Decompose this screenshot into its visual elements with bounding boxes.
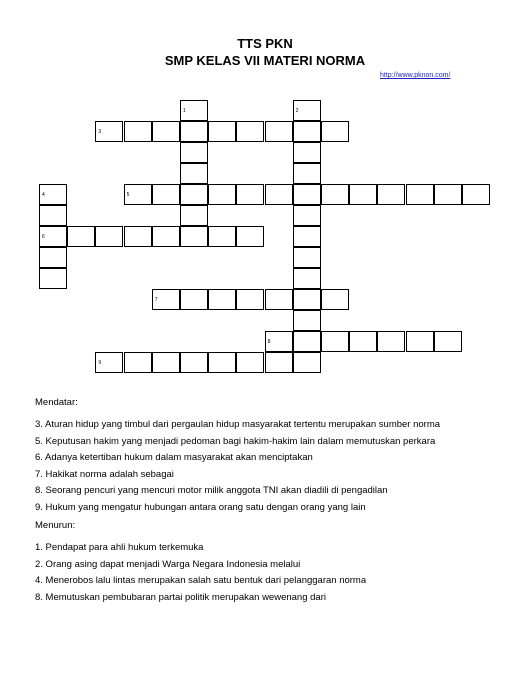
crossword-cell[interactable] (321, 289, 349, 310)
clue-number: 8 (267, 339, 271, 345)
crossword-cell[interactable] (152, 352, 180, 373)
crossword-cell[interactable] (236, 352, 264, 373)
crossword-cell[interactable] (349, 331, 377, 352)
crossword-cell[interactable] (236, 289, 264, 310)
crossword-cell[interactable] (180, 205, 208, 226)
clue-number: 6 (42, 234, 45, 240)
crossword-cell[interactable] (208, 184, 236, 205)
crossword-cell[interactable] (208, 352, 236, 373)
crossword-cell[interactable] (349, 184, 377, 205)
crossword-cell[interactable] (180, 289, 208, 310)
across-clue: 5. Keputusan hakim yang menjadi pedoman bagi hakim-hakim lain dalam memutuskan perkara (35, 435, 436, 447)
crossword-cell[interactable] (321, 331, 349, 352)
crossword-cell[interactable] (265, 331, 293, 352)
crossword-cell[interactable] (180, 100, 208, 121)
crossword-cell[interactable] (293, 289, 321, 310)
crossword-cell[interactable] (180, 184, 208, 205)
clue-number: 5 (126, 192, 130, 198)
across-clue: 9. Hukum yang mengatur hubungan antara orang satu dengan orang yang lain (35, 501, 366, 513)
crossword-cell[interactable] (236, 121, 264, 142)
crossword-cell[interactable] (293, 163, 321, 184)
crossword-cell[interactable] (236, 184, 264, 205)
crossword-cell[interactable] (95, 352, 123, 373)
page-title: TTS PKN (237, 36, 293, 51)
crossword-cell[interactable] (265, 121, 293, 142)
crossword-cell[interactable] (39, 226, 67, 247)
clue-number: 7 (154, 297, 158, 303)
crossword-cell[interactable] (265, 352, 293, 373)
crossword-cell[interactable] (462, 184, 490, 205)
crossword-cell[interactable] (293, 100, 321, 121)
crossword-cell[interactable] (406, 331, 434, 352)
down-clue: 4. Menerobos lalu lintas merupakan salah satu bentuk dari pelanggaran norma (35, 575, 367, 586)
crossword-cell[interactable] (180, 226, 208, 247)
crossword-cell[interactable] (180, 142, 208, 163)
crossword-cell[interactable] (293, 142, 321, 163)
crossword-cell[interactable] (293, 352, 321, 373)
crossword-cell[interactable] (67, 226, 95, 247)
across-clues (35, 397, 440, 516)
crossword-cell[interactable] (39, 205, 67, 226)
crossword-cell[interactable] (377, 184, 405, 205)
crossword-cell[interactable] (95, 121, 123, 142)
crossword-cell[interactable] (293, 247, 321, 268)
crossword-cell[interactable] (236, 226, 264, 247)
across-clue: 6. Adanya ketertiban hukum dalam masyarakat akan menciptakan (35, 452, 313, 463)
crossword-cell[interactable] (293, 331, 321, 352)
crossword-cell[interactable] (293, 268, 321, 289)
page-subtitle: SMP KELAS VII MATERI NORMA (164, 53, 366, 68)
down-clue: 2. Orang asing dapat menjadi Warga Negara Indonesia melalui (35, 558, 301, 570)
crossword-cell[interactable] (124, 352, 152, 373)
crossword-cell[interactable] (293, 121, 321, 142)
crossword-cell[interactable] (124, 184, 152, 205)
crossword-cell[interactable] (265, 289, 293, 310)
crossword-cell[interactable] (208, 289, 236, 310)
crossword-cell[interactable] (434, 184, 462, 205)
clue-number: 3 (98, 129, 102, 135)
crossword-cell[interactable] (321, 184, 349, 205)
crossword-cell[interactable] (293, 205, 321, 226)
crossword-cell[interactable] (321, 121, 349, 142)
crossword-cell[interactable] (152, 226, 180, 247)
clue-number: 1 (183, 108, 186, 114)
crossword-cell[interactable] (180, 121, 208, 142)
clue-number: 4 (42, 192, 45, 198)
crossword-cell[interactable] (39, 268, 67, 289)
down-clue: 8. Memutuskan pembubaran partai politik merupakan wewenang dari (35, 591, 326, 603)
crossword-cell[interactable] (39, 247, 67, 268)
crossword-cell[interactable] (293, 184, 321, 205)
source-link[interactable]: http://www.pknon.com/ (380, 72, 451, 79)
crossword-cell[interactable] (124, 121, 152, 142)
crossword-cell[interactable] (377, 331, 405, 352)
crossword-cell[interactable] (180, 352, 208, 373)
crossword-cell[interactable] (152, 289, 180, 310)
crossword-cell[interactable] (152, 121, 180, 142)
across-clue: 3. Aturan hidup yang timbul dari pergaulan hidup masyarakat tertentu merupakan sumber norma (35, 419, 441, 430)
crossword-cell[interactable] (124, 226, 152, 247)
down-clues (35, 520, 366, 606)
crossword-cell[interactable] (208, 226, 236, 247)
crossword-cell[interactable] (152, 184, 180, 205)
down-heading: Menurun: (35, 520, 76, 531)
crossword-cell[interactable] (293, 226, 321, 247)
across-clue: 7. Hakikat norma adalah sebagai (35, 468, 174, 480)
down-clue: 1. Pendapat para ahli hukum terkemuka (35, 542, 204, 553)
crossword-cell[interactable] (293, 310, 321, 331)
crossword-cell[interactable] (180, 163, 208, 184)
clue-number: 9 (98, 360, 102, 366)
crossword-cell[interactable] (434, 331, 462, 352)
across-clue: 8. Seorang pencuri yang mencuri motor milik anggota TNI akan diadili di pengadilan (35, 485, 388, 496)
crossword-cell[interactable] (39, 184, 67, 205)
crossword-cell[interactable] (95, 226, 123, 247)
crossword-cell[interactable] (406, 184, 434, 205)
crossword-cell[interactable] (208, 121, 236, 142)
clue-number: 2 (295, 108, 299, 114)
across-heading: Mendatar: (35, 397, 78, 408)
crossword-cell[interactable] (265, 184, 293, 205)
